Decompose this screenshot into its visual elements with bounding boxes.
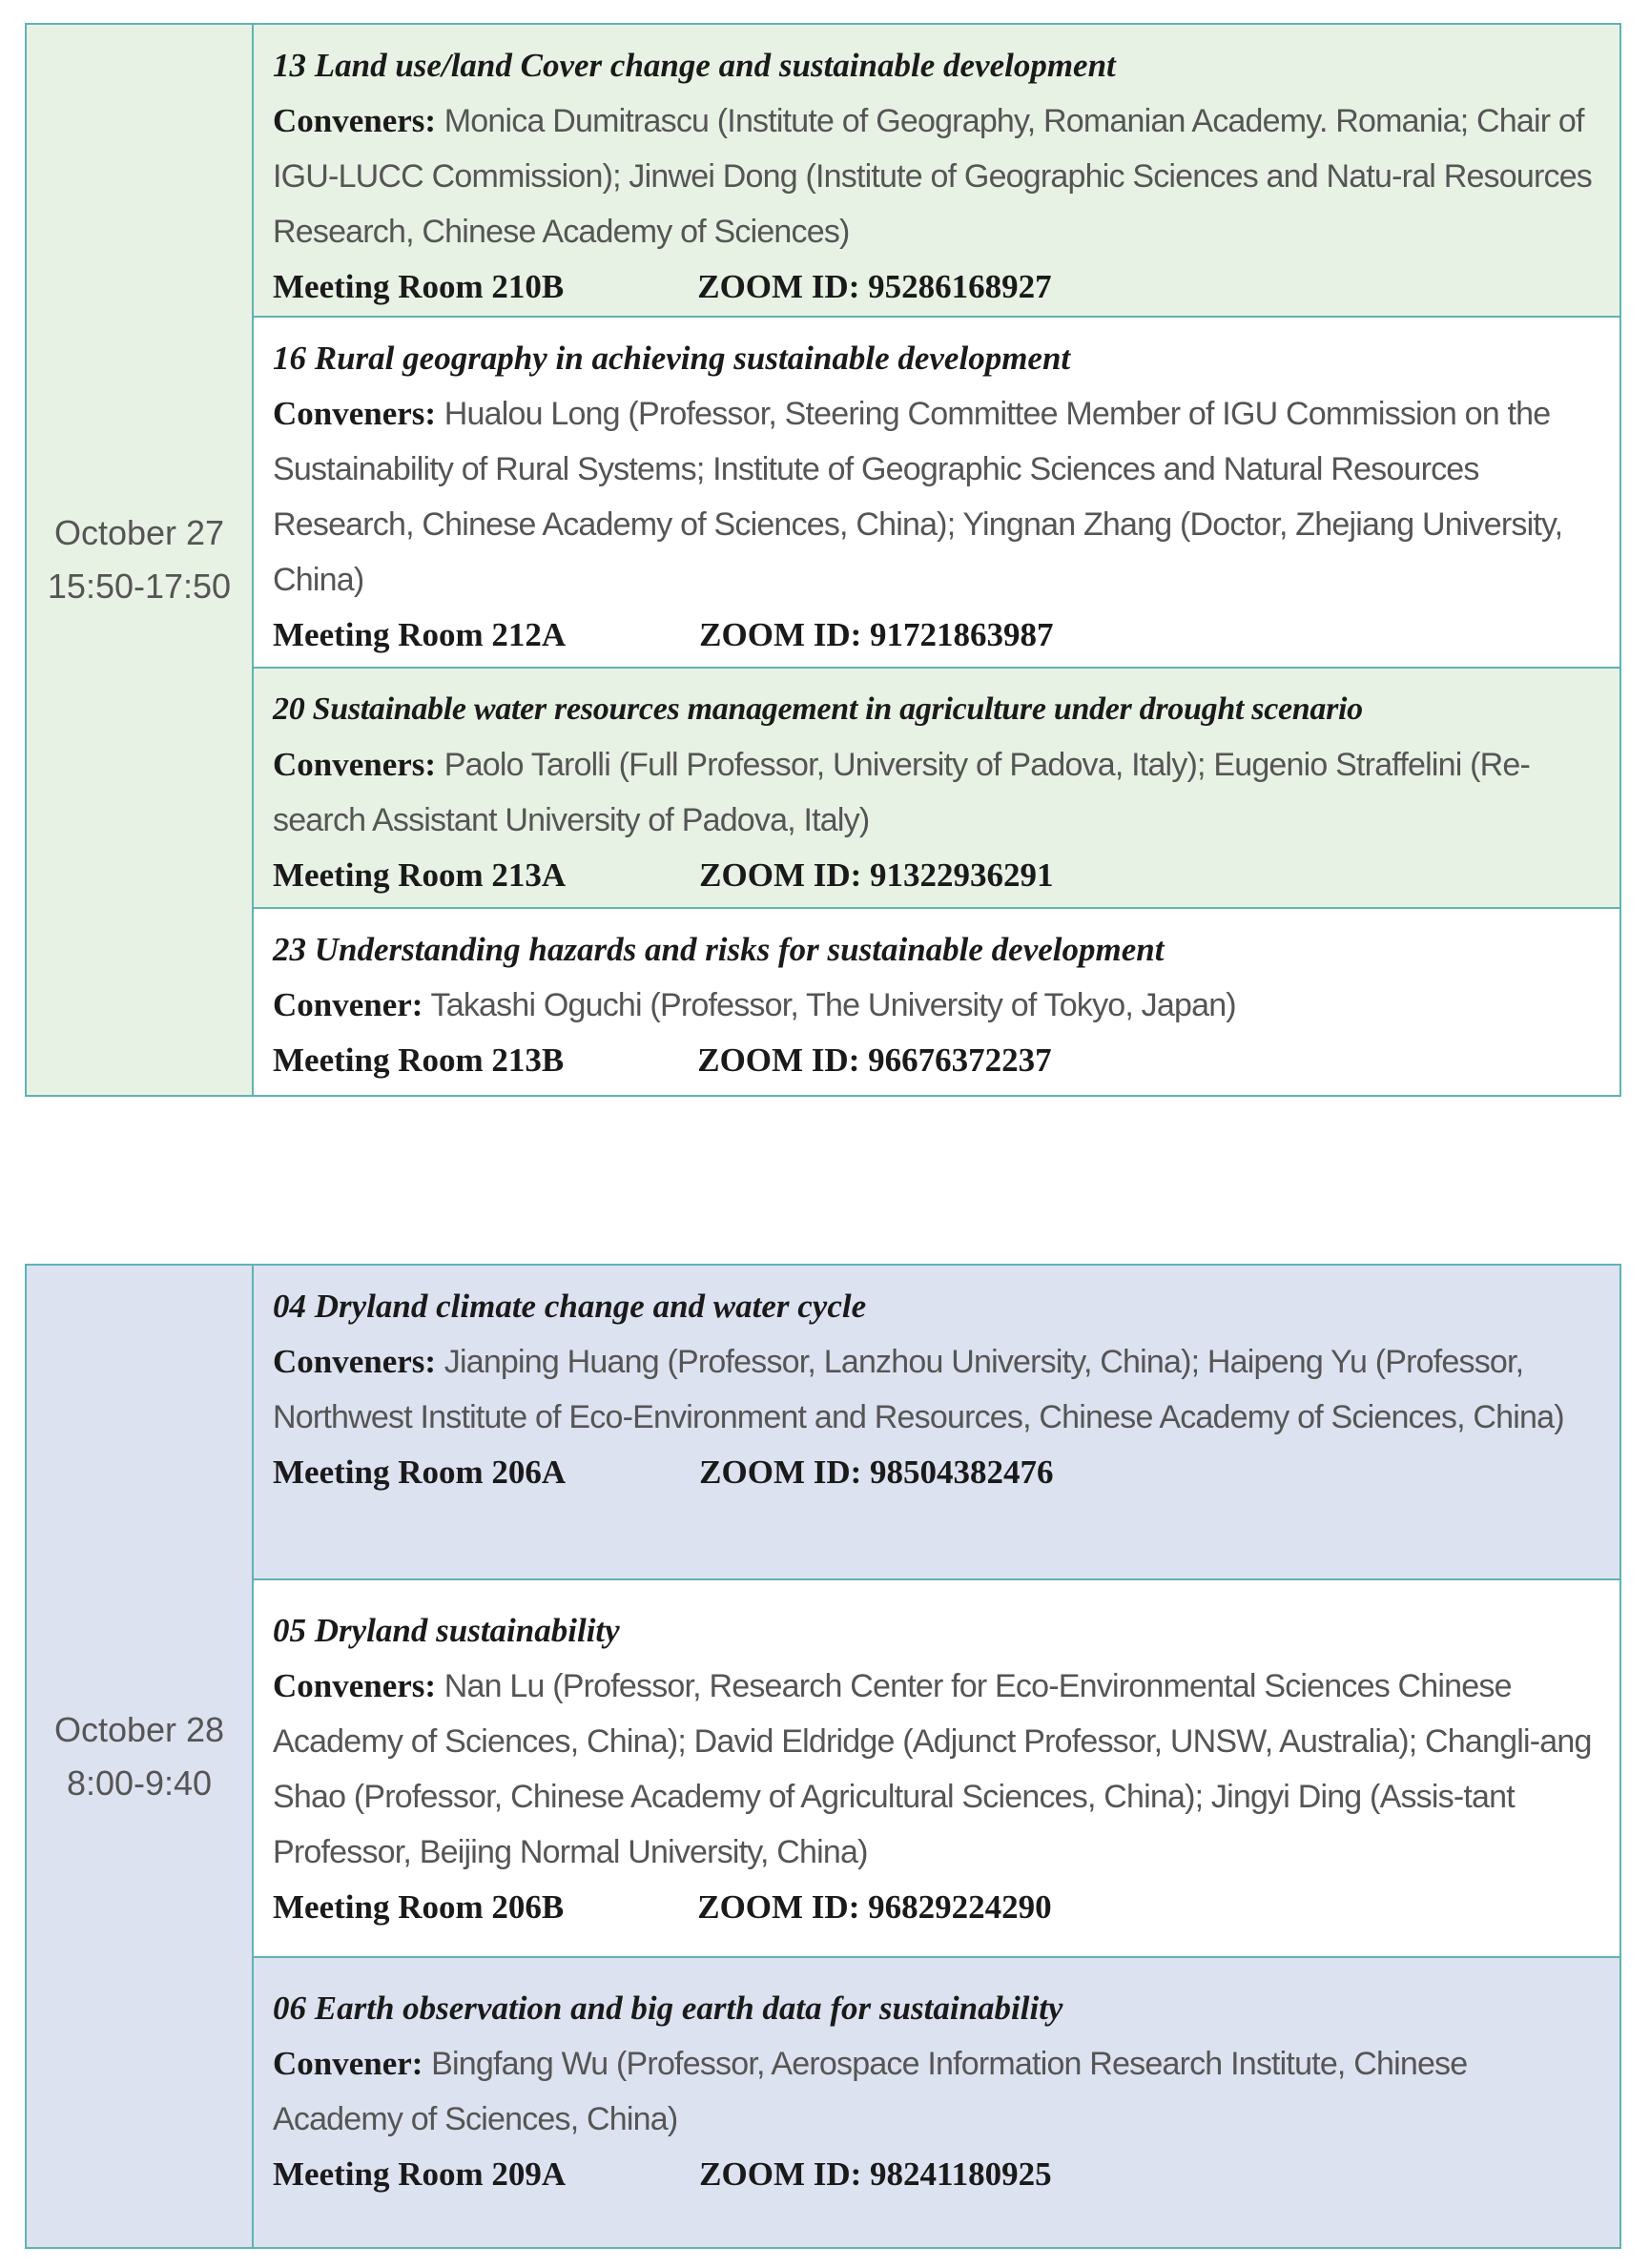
zoom-id: ZOOM ID: 96676372237 <box>697 1041 1052 1079</box>
conveners-text: Nan Lu (Professor, Research Center for Eco-Environmental Sciences Chinese Academy of Sciences, China); David Eldridge (Adjunct Professor, UNSW, Australia); Changli-ang Shao (Professor, Chinese Academy of Agricultural Sciences, China); Jingyi Ding (Assis-tant Professor, Beijing Normal University, China) <box>273 1668 1592 1870</box>
conveners <box>273 93 1600 259</box>
meeting-room: Meeting Room 212A <box>273 616 567 653</box>
conveners <box>273 1334 1600 1445</box>
zoom-id: ZOOM ID: 91322936291 <box>699 856 1054 894</box>
meeting-room: Meeting Room 209A <box>273 2155 567 2193</box>
conveners-text: Jianping Huang (Professor, Lanzhou University, China); Haipeng Yu (Professor, Northwest Institute of Eco-Environment and Resources, Chinese Academy of Sciences, China) <box>273 1344 1564 1435</box>
zoom-id: ZOOM ID: 98504382476 <box>699 1454 1054 1491</box>
session-date: October 27 <box>53 513 225 552</box>
meeting-info <box>273 608 1600 663</box>
session-row <box>254 1958 1619 2247</box>
meeting-info <box>273 848 1600 903</box>
meeting-room: Meeting Room 206B <box>273 1888 565 1926</box>
zoom-id: ZOOM ID: 98241180925 <box>699 2155 1052 2193</box>
session-title: 05 Dryland sustainability <box>273 1612 620 1649</box>
schedule-block-oct27 <box>25 23 1621 1097</box>
zoom-id: ZOOM ID: 91721863987 <box>699 616 1054 653</box>
session-title: 13 Land use/land Cover change and sustainable development <box>273 47 1116 84</box>
session-time: 8:00-9:40 <box>66 1763 213 1803</box>
session-row <box>254 909 1619 1095</box>
conveners-label: Conveners: <box>273 1343 437 1380</box>
conveners-label: Conveners: <box>273 1667 437 1704</box>
conveners-label: Convener: <box>273 986 423 1023</box>
session-row <box>254 669 1619 909</box>
zoom-id: ZOOM ID: 96829224290 <box>697 1888 1052 1926</box>
conveners-label: Convener: <box>273 2045 423 2082</box>
meeting-info <box>273 1880 1600 1935</box>
conveners-text: Monica Dumitrascu (Institute of Geography, Romanian Academy. Romania; Chair of IGU-LUCC Commission); Jinwei Dong (Institute of Geographic Sciences and Natu-ral Resources Research, Chinese Academy of Sciences) <box>273 103 1593 250</box>
session-row <box>254 1266 1619 1580</box>
meeting-room: Meeting Room 210B <box>273 268 565 305</box>
session-list <box>254 25 1619 1095</box>
conveners-label: Conveners: <box>273 746 437 783</box>
session-time: 15:50-17:50 <box>47 567 232 606</box>
conveners <box>273 737 1600 848</box>
schedule-block-oct28 <box>25 1264 1621 2249</box>
conveners <box>273 978 1600 1033</box>
conveners-text: Bingfang Wu (Professor, Aerospace Information Research Institute, Chinese Academy of Sciences, China) <box>273 2046 1468 2137</box>
session-row <box>254 318 1619 669</box>
session-title: 23 Understanding hazards and risks for sustainable development <box>273 931 1165 968</box>
session-title: 16 Rural geography in achieving sustainable development <box>273 340 1071 377</box>
meeting-info <box>273 1033 1600 1088</box>
meeting-info <box>273 1445 1600 1500</box>
conveners-label: Conveners: <box>273 395 437 432</box>
conveners-label: Conveners: <box>273 102 437 139</box>
session-list <box>254 1266 1619 2247</box>
conveners-text: Paolo Tarolli (Full Professor, University of Padova, Italy); Eugenio Straffelini (Re-search Assistant University of Padova, Italy) <box>273 747 1531 838</box>
meeting-info <box>273 2147 1600 2202</box>
session-title: 04 Dryland climate change and water cycle <box>273 1288 867 1325</box>
date-cell <box>27 1266 254 2247</box>
meeting-room: Meeting Room 213B <box>273 1041 565 1079</box>
meeting-info <box>273 259 1600 315</box>
meeting-room: Meeting Room 206A <box>273 1454 567 1491</box>
conveners <box>273 1659 1600 1880</box>
session-date: October 28 <box>53 1709 225 1749</box>
meeting-room: Meeting Room 213A <box>273 856 567 894</box>
date-cell <box>27 25 254 1095</box>
session-row <box>254 1580 1619 1958</box>
conveners-text: Hualou Long (Professor, Steering Committee Member of IGU Commission on the Sustainability of Rural Systems; Institute of Geographic Sciences and Natural Resources Research, Chinese Academy of Sciences, China); Yingnan Zhang (Doctor, Zhejiang University, China) <box>273 396 1563 598</box>
session-row <box>254 25 1619 318</box>
zoom-id: ZOOM ID: 95286168927 <box>697 268 1052 305</box>
conveners-text: Takashi Oguchi (Professor, The University of Tokyo, Japan) <box>430 987 1236 1023</box>
conveners <box>273 2036 1600 2147</box>
conveners <box>273 386 1600 608</box>
session-title: 20 Sustainable water resources management in agriculture under drought scenario <box>273 691 1363 727</box>
session-title: 06 Earth observation and big earth data for sustainability <box>273 1990 1063 2027</box>
